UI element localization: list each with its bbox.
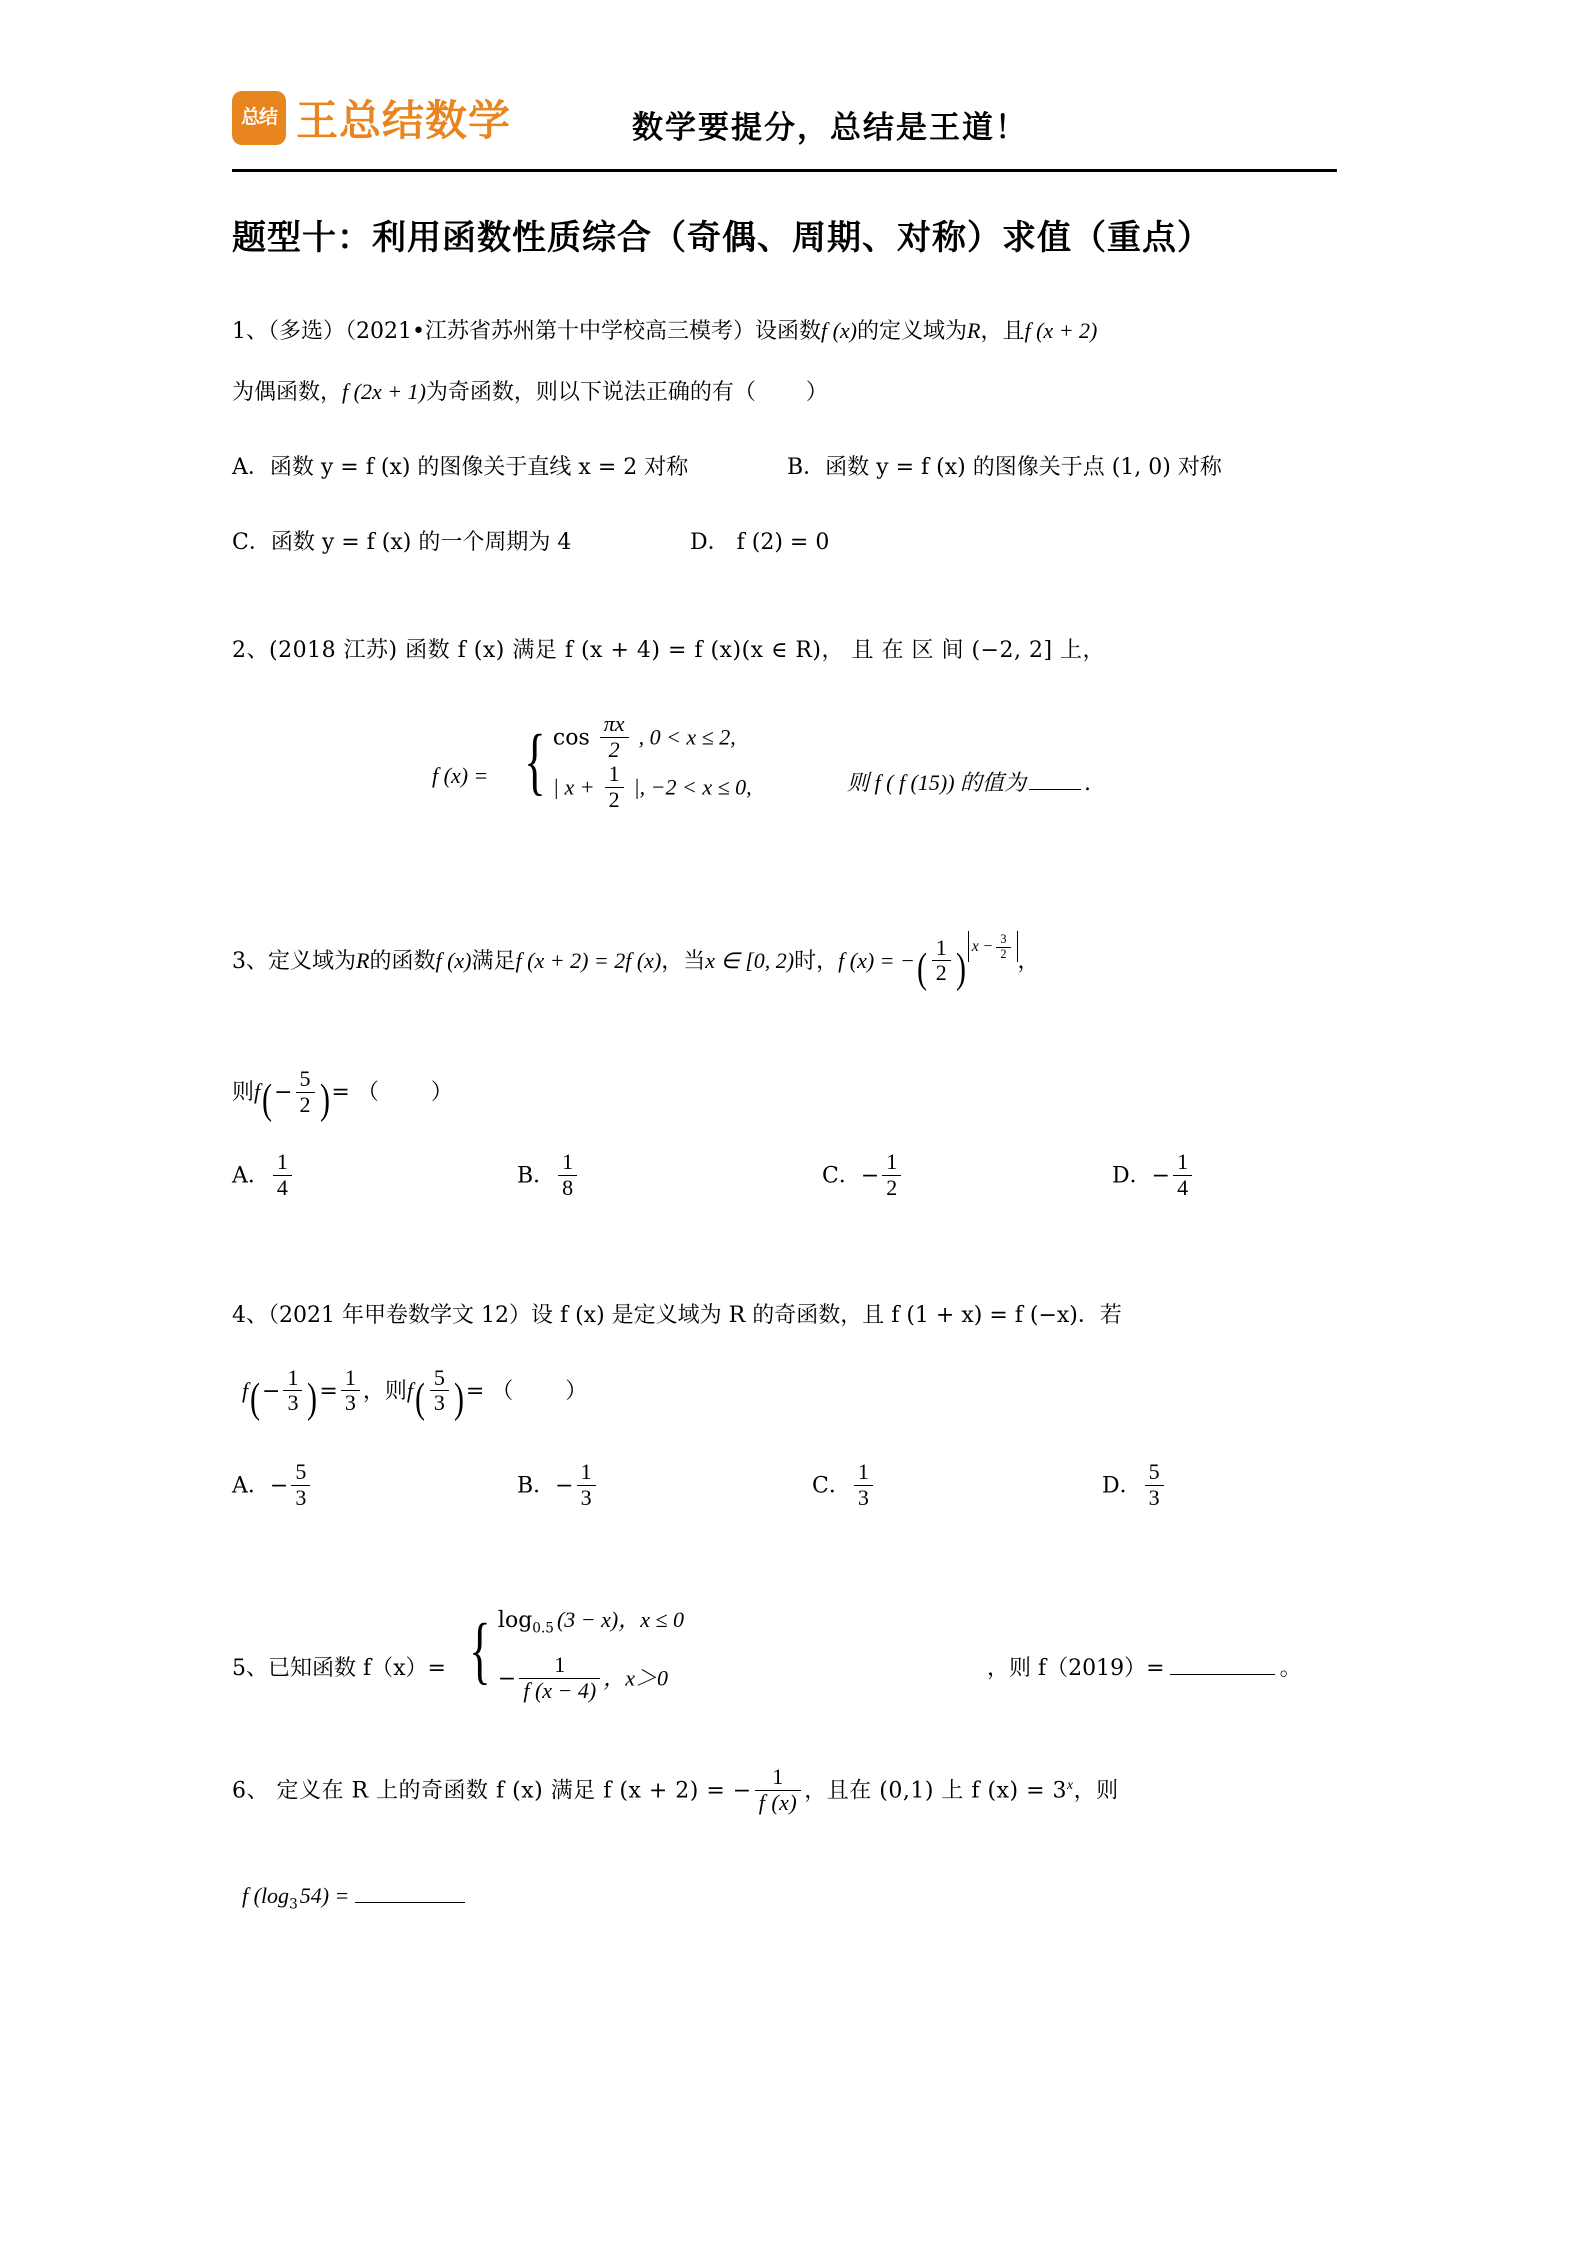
q4-option-d-num: 5 <box>1148 1459 1160 1484</box>
q3-l2-text-b: = （ <box>331 1080 379 1106</box>
question-2-lead: 2、(2018 江苏) 函数 f (x) 满足 f (x + 4) = f (x)(x ∈ R)， 且 在 区 间 (−2, 2] 上， <box>232 638 1106 663</box>
q4-option-a-sign: − <box>269 1473 289 1499</box>
q3-exp-a: x − <box>971 937 994 955</box>
q5-piece-2-num: 1 <box>554 1652 566 1677</box>
q4-option-c-label: C． <box>812 1473 851 1499</box>
q6-answer-blank[interactable] <box>355 1902 465 1903</box>
question-1-options-row-1 <box>232 450 1362 490</box>
q3-text-e: 时， <box>794 949 839 975</box>
q5-piece-1-rest: (3 − x)，x ≤ 0 <box>556 1607 685 1632</box>
q3-left-paren: ( <box>916 946 927 992</box>
q1-f2x1: f (2x + 1) <box>342 378 426 404</box>
q1-text-a: 1、（多选）（2021•江苏省苏州第十中学校高三模考）设函数 <box>232 319 821 344</box>
q3-option-a-label: A． <box>232 1163 270 1189</box>
question-6 <box>232 1765 1362 1919</box>
q4-f1: f <box>242 1378 249 1404</box>
q1-text-c: ，且 <box>980 319 1025 344</box>
q2-answer-blank[interactable] <box>1029 789 1081 790</box>
q3-option-b[interactable] <box>517 1150 580 1200</box>
q3-base-den: 2 <box>932 960 951 986</box>
q4-lp2: ( <box>414 1376 425 1422</box>
q3-l2-f: f <box>254 1079 261 1105</box>
q1-option-d[interactable]: D． f (2) = 0 <box>690 530 830 555</box>
q3-exponent <box>968 931 1018 962</box>
page-title: 题型十：利用函数性质综合（奇偶、周期、对称）求值（重点） <box>232 218 1212 258</box>
q4-tail: = （ <box>465 1379 514 1405</box>
q4-option-a[interactable] <box>232 1460 313 1510</box>
q3-fx-eq: f (x) = − <box>838 948 915 974</box>
question-3 <box>232 930 1362 1141</box>
q4-option-b-label: B． <box>517 1473 556 1499</box>
q6-text-c: ，则 <box>1073 1778 1119 1804</box>
question-2 <box>232 630 1362 672</box>
q3-option-b-den: 8 <box>558 1175 577 1201</box>
q2-piece-1-cond: , 0 < x ≤ 2, <box>638 724 736 750</box>
q4-eq: = <box>319 1379 338 1405</box>
q3-eq: f (x + 2) = 2f (x) <box>515 948 662 974</box>
q5-answer-blank[interactable] <box>1170 1674 1275 1675</box>
q5-tail <box>987 1648 1302 1690</box>
q2-piece-1 <box>553 712 752 762</box>
q1-text-b: 的定义域为 <box>857 319 968 344</box>
q3-option-b-label: B． <box>517 1163 556 1189</box>
q3-l2-sign: − <box>274 1080 293 1106</box>
question-1-line-2 <box>232 371 1362 414</box>
q5-piecewise <box>462 1598 684 1703</box>
q3-option-c[interactable] <box>822 1150 904 1200</box>
q1-option-a[interactable]: A．函数 y = f (x) 的图像关于直线 x = 2 对称 <box>232 455 689 480</box>
q1-text-e: 为奇函数，则以下说法正确的有（ <box>425 379 756 405</box>
q3-option-d-sign: − <box>1151 1163 1171 1189</box>
q4-option-c-den: 3 <box>854 1485 873 1511</box>
q5-piece-1 <box>498 1598 684 1643</box>
question-4-options <box>232 1460 1362 1550</box>
q5-lead: 5、已知函数 f（x）= <box>232 1656 446 1681</box>
q4-rp1: ) <box>307 1376 318 1422</box>
q3-right-paren: ) <box>955 946 966 992</box>
q3-text-d: ，当 <box>661 949 706 975</box>
q2-piece-1-cos: cos <box>552 725 590 751</box>
q3-option-a[interactable] <box>232 1150 295 1200</box>
q1-option-c[interactable]: C．函数 y = f (x) 的一个周期为 4 <box>232 530 572 555</box>
q6-text-b: ，且在 (0,1) 上 f (x) = 3 <box>804 1778 1068 1804</box>
q4-option-a-num: 5 <box>295 1459 307 1484</box>
q6-l2-a: f (log <box>242 1883 290 1909</box>
q3-option-d-num: 1 <box>1177 1149 1189 1174</box>
question-5 <box>232 1590 1362 1740</box>
question-4-line-2 <box>232 1360 1362 1439</box>
q3-option-c-label: C． <box>822 1163 861 1189</box>
left-brace-icon: { <box>524 720 546 804</box>
q1-text-f: ） <box>805 379 828 405</box>
q4-val-num: 1 <box>344 1364 356 1390</box>
q4-arg-den: 3 <box>283 1390 302 1416</box>
q2-fx-label: f (x) = <box>432 763 489 788</box>
q3-l2-den: 2 <box>296 1092 315 1118</box>
q3-text-tail: ， <box>1017 949 1040 975</box>
q3-option-a-num: 1 <box>276 1149 288 1174</box>
q3-option-c-den: 2 <box>882 1175 901 1201</box>
q2-piece-2-pre: | x + <box>552 774 595 800</box>
logo-badge-icon: 总结 <box>232 91 286 145</box>
question-4-line-1: 4、（2021 年甲卷数学文 12）设 f (x) 是定义域为 R 的奇函数，且 f (1 + x) = f (−x)．若 <box>232 1303 1122 1328</box>
q6-text-a: 6、 定义在 R 上的奇函数 f (x) 满足 f (x + 2) = − <box>232 1778 752 1804</box>
q6-log-base: 3 <box>289 1896 298 1913</box>
q4-option-a-label: A． <box>232 1473 270 1499</box>
q4-option-c[interactable] <box>812 1460 876 1510</box>
q4-option-b-num: 1 <box>580 1459 592 1484</box>
q4-option-d-label: D． <box>1102 1473 1142 1499</box>
q3-option-d-den: 4 <box>1173 1175 1192 1201</box>
question-4 <box>232 1295 1362 1337</box>
question-2-formula <box>232 700 1362 870</box>
q1-R: R <box>967 318 981 343</box>
q5-piece-2-den: f (x − 4) <box>519 1678 600 1704</box>
q3-text-a: 3、定义域为 <box>232 949 356 975</box>
q3-option-a-den: 4 <box>273 1175 292 1201</box>
q2-tail-text: 则 f ( f (15)) 的值为 <box>847 770 1027 795</box>
q2-piece-2-num: 1 <box>608 761 620 787</box>
q2-piece-2-den: 2 <box>605 787 624 813</box>
q5-tail-end: 。 <box>1279 1656 1302 1681</box>
q1-fx2: f (x + 2) <box>1024 318 1098 343</box>
question-1-options-row-2 <box>232 525 1362 565</box>
q4-val-den: 3 <box>341 1390 360 1416</box>
question-6-line-2 <box>232 1875 1362 1918</box>
q5-piece-2-rest: ，x＞0 <box>603 1665 668 1691</box>
q3-base-num: 1 <box>935 934 947 960</box>
brand-name: 王总结数学 <box>296 96 512 145</box>
left-brace-icon: { <box>469 1608 491 1692</box>
q6-exp: x <box>1067 1777 1074 1793</box>
q3-exp-num: 3 <box>1000 931 1007 946</box>
q3-option-d[interactable] <box>1112 1150 1195 1200</box>
q2-piece-2 <box>553 762 752 812</box>
q2-piece-1-den: 2 <box>600 737 629 763</box>
q2-piece-2-cond: |, −2 < x ≤ 0, <box>633 774 752 800</box>
brand-slogan: 数学要提分，总结是王道！ <box>632 110 1028 146</box>
q3-l2-num: 5 <box>299 1066 311 1092</box>
q2-piecewise <box>517 712 752 813</box>
q4-rp2: ) <box>453 1376 464 1422</box>
q3-domain: x ∈ [0, 2) <box>705 948 795 974</box>
page-header <box>232 88 1337 176</box>
q2-tail <box>847 762 1091 805</box>
brand-logo <box>232 88 511 148</box>
q4-option-c-num: 1 <box>857 1459 869 1484</box>
q3-fx: f (x) <box>435 948 472 974</box>
question-1-line-1 <box>232 310 1362 353</box>
q5-piece-2-sign: − <box>497 1666 517 1692</box>
header-divider <box>232 169 1337 172</box>
q3-exp-den: 2 <box>996 947 1010 962</box>
q6-den: f (x) <box>755 1790 802 1816</box>
q4-option-a-den: 3 <box>291 1485 310 1511</box>
q2-piece-1-num: πx <box>603 711 625 736</box>
q3-option-b-num: 1 <box>562 1149 574 1174</box>
q1-option-b[interactable]: B．函数 y = f (x) 的图像关于点 (1, 0) 对称 <box>787 455 1222 480</box>
question-1 <box>232 310 1362 414</box>
q4-arg-num: 1 <box>287 1364 299 1390</box>
q4-f2: f <box>406 1378 413 1404</box>
q6-num: 1 <box>772 1764 784 1789</box>
question-3-line-1 <box>232 930 1362 1009</box>
q5-log-base: 0.5 <box>532 1620 554 1637</box>
q4-mid: ，则 <box>362 1379 407 1405</box>
q5-piece-2 <box>498 1653 684 1703</box>
q3-text-b: 的函数 <box>369 949 436 975</box>
q3-text-c: 满足 <box>471 949 516 975</box>
q4-arg2-num: 5 <box>433 1364 445 1390</box>
q5-tail-text: ，则 f（2019）= <box>987 1656 1165 1681</box>
q3-l2-text-c: ） <box>430 1080 453 1106</box>
q3-option-c-num: 1 <box>886 1149 898 1174</box>
q4-tail2: ） <box>565 1379 588 1405</box>
q3-option-d-label: D． <box>1112 1163 1152 1189</box>
q4-lp1: ( <box>250 1376 261 1422</box>
question-6-line-1 <box>232 1765 1362 1815</box>
q3-option-c-sign: − <box>860 1163 880 1189</box>
q4-arg-sign: − <box>262 1379 281 1405</box>
q1-fx: f (x) <box>820 318 857 343</box>
question-3-options <box>232 1150 1362 1240</box>
q4-arg2-den: 3 <box>430 1390 449 1416</box>
q4-option-b[interactable] <box>517 1460 599 1510</box>
q2-tail-period: . <box>1084 771 1092 796</box>
q4-option-d-den: 3 <box>1145 1485 1164 1511</box>
q3-l2-text-a: 则 <box>232 1080 255 1106</box>
q4-option-b-sign: − <box>555 1473 574 1499</box>
q3-l2-right-paren: ) <box>319 1077 330 1124</box>
question-3-line-2 <box>232 1061 1362 1140</box>
q3-l2-left-paren: ( <box>262 1077 273 1124</box>
q6-l2-b: 54) = <box>299 1883 350 1909</box>
q1-text-d: 为偶函数， <box>232 379 343 405</box>
q4-option-d[interactable] <box>1102 1460 1167 1510</box>
q5-log: log <box>497 1608 533 1633</box>
q3-R: R <box>356 948 370 974</box>
q4-option-b-den: 3 <box>577 1485 596 1511</box>
